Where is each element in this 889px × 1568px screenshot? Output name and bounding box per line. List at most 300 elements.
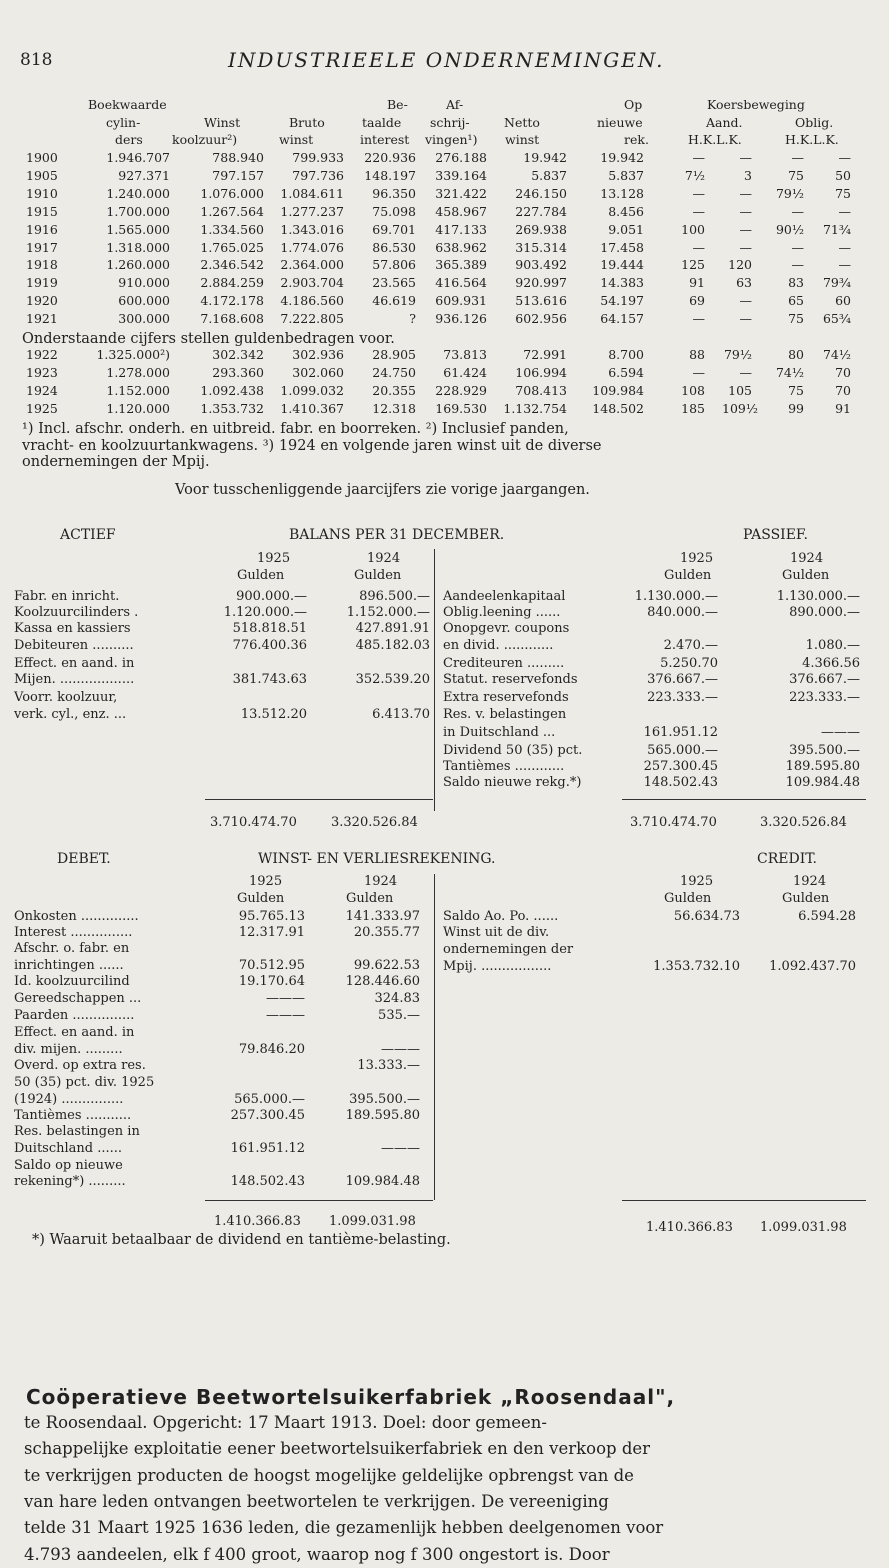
liability-value-1925: 565.000.— [647,743,718,758]
debit-label: Res. belastingen in [14,1124,140,1139]
table-cell: 2.884.259 [200,275,264,291]
debit-value-1924: 13.333.— [357,1058,420,1073]
year-cell: 1923 [26,364,58,380]
table-cell: 269.938 [515,221,567,237]
table-cell: 69.701 [372,221,416,237]
liability-label: Crediteuren ......... [443,656,565,671]
table-cell: 9.051 [608,221,644,237]
debit-label: rekening*) ......... [14,1174,126,1189]
table-cell: 708.413 [515,382,567,398]
table-cell: 24.750 [372,364,416,380]
table-cell: 2.346.542 [200,257,264,273]
page-number: 818 [20,50,53,70]
debit-value-1925: 161.951.12 [230,1141,305,1156]
table-cell: 321.422 [435,185,487,201]
column-header: Af- [446,97,464,112]
debit-value-1925: 70.512.95 [238,958,305,973]
year-header: 1924 [790,551,824,566]
table-cell: 7½ [684,167,705,183]
debit-label: Gereedschappen ... [14,991,142,1006]
unit-header: Gulden [354,568,402,583]
column-header: cylin- [106,115,141,130]
column-header: Op [624,97,643,112]
liability-value-1924: 1.130.000.— [776,589,860,604]
table-cell: 7.168.608 [200,311,264,327]
section-title: BALANS PER 31 DECEMBER. [289,527,505,543]
table-cell: 105 [728,382,752,398]
table-cell: 75 [835,185,851,201]
table-cell: 910.000 [118,275,170,291]
liability-value-1924: 1.080.— [805,638,860,653]
pl-total: 1.410.366.83 [646,1220,733,1235]
table-cell: 14.383 [600,275,644,291]
table-cell: 96.350 [372,185,416,201]
liability-label: Dividend 50 (35) pct. [443,743,583,758]
table-cell: 69 [689,293,705,309]
table-cell: 75 [788,167,804,183]
unit-header: Gulden [664,568,712,583]
table-cell: 46.619 [372,293,416,309]
table-cell: 64.157 [600,311,644,327]
table-cell: 228.929 [435,382,487,398]
table-cell: 83 [788,275,804,291]
table-cell: 1.343.016 [280,221,344,237]
table-cell: 13.128 [600,185,644,201]
table-cell: 73.813 [443,347,487,362]
unit-header: Gulden [237,891,285,906]
liability-value-1924: 189.595.80 [785,759,860,774]
asset-value-1925: 1.120.000.— [223,605,307,620]
table-cell: 57.806 [372,257,416,273]
table-cell: — [791,257,804,273]
table-cell: 227.784 [515,203,567,219]
balance-total: 3.710.474.70 [210,815,297,830]
table-cell: 1.700.000 [106,203,170,219]
asset-value-1925: 776.400.36 [232,638,307,653]
company-text-line: te verkrijgen producten de hoogst mogelijke geldelijke opbrengst van de [24,1465,634,1485]
asset-value-1924: 896.500.— [359,589,430,604]
table-cell: 602.956 [515,311,567,327]
total-rule [622,799,866,800]
column-header: Boekwaarde [88,97,167,112]
balance-total: 3.710.474.70 [630,815,717,830]
balance-total: 3.320.526.84 [760,815,847,830]
year-cell: 1919 [26,275,58,291]
table-cell: 19.942 [523,150,567,165]
table-cell: 609.931 [435,293,487,309]
liability-value-1924: 109.984.48 [785,775,860,790]
table-cell: 1.318.000 [106,239,170,255]
table-cell: 1.410.367 [280,400,344,416]
total-rule [622,1200,866,1201]
credit-label: Mpij. ................. [443,959,552,974]
table-cell: 61.424 [443,364,487,380]
table-cell: 65 [788,293,804,309]
column-header: Aand. [706,115,743,130]
table-cell: 5.837 [608,167,644,183]
table-cell: 220.936 [364,150,416,165]
running-title: INDUSTRIEELE ONDERNEMINGEN. [228,48,665,72]
table-note: Voor tusschenliggende jaarcijfers zie vorige jaargangen. [175,482,590,498]
table-cell: 276.188 [435,150,487,165]
table-cell: 1.946.707 [106,150,170,165]
credit-value-1924: 1.092.437.70 [769,959,856,974]
table-cell: 12.318 [372,400,416,416]
table-cell: 1.152.000 [106,382,170,398]
table-cell: 28.905 [372,347,416,362]
column-header: Koersbeweging [707,97,805,112]
debit-label: Onkosten .............. [14,909,139,924]
liability-value-1924: 890.000.— [789,605,860,620]
table-cell: 80 [788,347,804,362]
table-footnote: ¹) Incl. afschr. onderh. en uitbreid. fabr. en boorreken. ²) Inclusief panden, [22,421,569,437]
pl-total: 1.099.031.98 [760,1220,847,1235]
year-cell: 1917 [26,239,58,255]
year-header: 1924 [364,874,398,889]
column-header: vingen¹) [425,132,478,147]
column-header: Bruto [289,115,325,130]
table-cell: 19.942 [600,150,644,165]
asset-value-1924: 427.891.91 [355,621,430,636]
table-cell: 74½ [775,364,804,380]
table-cell: 169.530 [435,400,487,416]
debit-value-1925: ——— [266,1008,305,1023]
asset-label: verk. cyl., enz. ... [14,707,127,722]
table-cell: 70 [835,382,851,398]
debit-value-1924: 535.— [378,1008,420,1023]
table-cell: 339.164 [435,167,487,183]
debit-value-1925: 19.170.64 [238,974,305,989]
column-header: Netto [504,115,540,130]
liability-label: Oblig.leening ...... [443,605,561,620]
table-cell: 148.502 [592,400,644,416]
year-header: 1925 [257,551,291,566]
table-cell: 302.936 [292,347,344,362]
column-header: winst [505,132,540,147]
credit-label: Winst uit de div. [443,925,550,940]
table-cell: 108 [681,382,705,398]
unit-header: Gulden [346,891,394,906]
asset-label: Voorr. koolzuur, [14,690,118,705]
liability-value-1924: 395.500.— [789,743,860,758]
year-header: 1924 [793,874,827,889]
liability-value-1925: 2.470.— [663,638,718,653]
asset-value-1925: 381.743.63 [232,672,307,687]
column-header: H.K.L.K. [785,132,839,147]
table-cell: 91 [689,275,705,291]
table-cell: 109.984 [592,382,644,398]
table-cell: 60 [835,293,851,309]
table-cell: — [692,311,705,327]
debit-label: inrichtingen ...... [14,958,124,973]
unit-header: Gulden [782,891,830,906]
column-header: taalde [362,115,402,130]
table-cell: 88 [689,347,705,362]
total-rule [205,799,433,800]
table-cell: — [739,203,752,219]
table-footnote: vracht- en koolzuurtankwagens. ³) 1924 en volgende jaren winst uit de diverse [22,437,602,454]
table-cell: 1.267.564 [200,203,264,219]
asset-value-1924: 352.539.20 [355,672,430,687]
credit-label: Saldo Ao. Po. ...... [443,909,559,924]
table-cell: — [791,239,804,255]
table-cell: ? [409,311,416,327]
asset-value-1925: 518.818.51 [232,621,307,636]
table-cell: — [791,150,804,165]
pl-total: 1.099.031.98 [329,1214,416,1229]
table-cell: 6.594 [608,364,644,380]
table-cell: — [838,239,851,255]
year-header: 1925 [680,551,714,566]
table-cell: — [739,150,752,165]
debit-value-1924: 324.83 [374,991,420,1006]
credit-value-1924: 6.594.28 [798,909,856,924]
year-header: 1925 [249,874,283,889]
debit-value-1925: 79.846.20 [238,1042,305,1057]
asset-label: Fabr. en inricht. [14,589,120,604]
table-cell: 638.962 [435,239,487,255]
table-cell: 63 [736,275,752,291]
asset-label: Effect. en aand. in [14,656,135,671]
table-cell: 185 [681,400,705,416]
debit-label: Afschr. o. fabr. en [14,941,130,956]
table-cell: 17.458 [600,239,644,255]
table-cell: — [838,257,851,273]
column-header: koolzuur²) [172,132,238,147]
asset-value-1925: 13.512.20 [240,707,307,722]
table-cell: 920.997 [515,275,567,291]
table-cell: 20.355 [372,382,416,398]
table-cell: 79¾ [822,275,851,291]
column-header: Be- [387,97,408,112]
section-title: CREDIT. [757,851,817,867]
table-cell: 75.098 [372,203,416,219]
company-text-line: telde 31 Maart 1925 1636 leden, die gezamenlijk hebben deelgenomen voor [24,1518,664,1538]
column-divider [434,549,435,811]
table-cell: 91 [835,400,851,416]
table-cell: 903.492 [515,257,567,273]
table-cell: — [739,364,752,380]
debit-label: 50 (35) pct. div. 1925 [14,1075,155,1090]
debit-value-1924: 189.595.80 [345,1108,420,1123]
table-cell: 1.240.000 [106,185,170,201]
table-cell: 72.991 [523,347,567,362]
debit-label: Tantièmes ........... [14,1108,132,1123]
debit-value-1925: ——— [266,991,305,1006]
liability-label: Extra reservefonds [443,690,569,705]
table-cell: 5.837 [531,167,567,183]
table-cell: 74½ [822,347,851,362]
liability-value-1925: 376.667.— [647,672,718,687]
table-cell: 365.389 [435,257,487,273]
table-cell: 1.565.000 [106,221,170,237]
liability-label: Onopgevr. coupons [443,621,570,636]
section-title: ACTIEF [60,527,116,543]
year-cell: 1905 [26,167,58,183]
year-header: 1925 [680,874,714,889]
debit-label: Interest ............... [14,925,133,940]
unit-header: Gulden [664,891,712,906]
table-footnote: ondernemingen der Mpij. [22,454,210,470]
table-cell: 71¾ [822,221,851,237]
table-cell: — [739,239,752,255]
table-cell: 927.371 [118,167,170,183]
table-cell: 8.700 [608,347,644,362]
debit-value-1924: 128.446.60 [345,974,420,989]
table-cell: 2.364.000 [280,257,344,273]
table-cell: 4.186.560 [280,293,344,309]
liability-value-1924: 223.333.— [789,690,860,705]
year-cell: 1915 [26,203,58,219]
year-cell: 1900 [26,150,58,165]
table-cell: 1.120.000 [106,400,170,416]
table-cell: — [692,150,705,165]
debit-value-1925: 95.765.13 [238,909,305,924]
asset-label: Debiteuren .......... [14,638,134,653]
table-cell: 4.172.178 [200,293,264,309]
table-cell: 106.994 [515,364,567,380]
year-cell: 1918 [26,257,58,273]
liability-value-1925: 1.130.000.— [634,589,718,604]
debit-value-1925: 12.317.91 [238,925,305,940]
table-cell: 23.565 [372,275,416,291]
column-header: Oblig. [795,115,834,130]
table-cell: 120 [728,257,752,273]
asset-label: Koolzuurcilinders . [14,605,139,620]
liability-label: Tantièmes ............ [443,759,565,774]
table-cell: — [739,221,752,237]
year-cell: 1921 [26,311,58,327]
liability-label: Statut. reservefonds [443,672,578,687]
total-rule [205,1200,433,1201]
section-title: DEBET. [57,851,111,867]
unit-header: Gulden [782,568,830,583]
liability-label: in Duitschland ... [443,725,556,740]
debit-label: Effect. en aand. in [14,1025,135,1040]
table-cell: — [692,185,705,201]
table-cell: 65¾ [822,311,851,327]
debit-label: Id. koolzuurcilind [14,974,130,989]
table-cell: 50 [835,167,851,183]
year-cell: 1924 [26,382,58,398]
asset-value-1925: 900.000.— [236,589,307,604]
table-cell: 1.765.025 [200,239,264,255]
table-cell: 125 [681,257,705,273]
table-cell: 300.000 [118,311,170,327]
table-cell: 3 [744,167,752,183]
liability-value-1925: 840.000.— [647,605,718,620]
debit-value-1925: 148.502.43 [230,1174,305,1189]
debit-label: (1924) ............... [14,1092,124,1107]
section-title: PASSIEF. [743,527,808,543]
debit-value-1924: ——— [381,1042,420,1057]
table-cell: 1.092.438 [200,382,264,398]
column-header: ders [115,132,143,147]
table-cell: 79½ [723,347,752,362]
table-cell: 79½ [775,185,804,201]
table-cell: 75 [788,311,804,327]
debit-value-1924: 109.984.48 [345,1174,420,1189]
table-cell: — [692,364,705,380]
credit-value-1925: 1.353.732.10 [653,959,740,974]
table-cell: — [838,150,851,165]
table-cell: 148.197 [364,167,416,183]
table-cell: 2.903.704 [280,275,344,291]
table-cell: 1.277.237 [280,203,344,219]
credit-label: ondernemingen der [443,942,574,957]
debit-label: Saldo op nieuwe [14,1158,123,1173]
table-cell: 1.334.560 [200,221,264,237]
asset-label: Kassa en kassiers [14,621,131,636]
debit-label: div. mijen. ......... [14,1042,123,1057]
debit-value-1924: 141.333.97 [345,909,420,924]
company-text-line: van hare leden ontvangen beetwortelen te verkrijgen. De vereeniging [24,1491,609,1511]
debit-value-1924: 395.500.— [349,1092,420,1107]
liability-label: Aandeelenkapitaal [443,589,566,604]
table-cell: 1.774.076 [280,239,344,255]
year-header: 1924 [367,551,401,566]
asset-value-1924: 6.413.70 [372,707,430,722]
debit-value-1924: ——— [381,1141,420,1156]
liability-label: en divid. ............ [443,638,554,653]
column-header: nieuwe [597,115,643,130]
table-cell: 302.060 [292,364,344,380]
table-cell: 100 [681,221,705,237]
table-cell: 799.933 [292,150,344,165]
table-cell: — [739,293,752,309]
section-title: WINST- EN VERLIESREKENING. [258,851,496,867]
liability-value-1925: 148.502.43 [643,775,718,790]
table-cell: 416.564 [435,275,487,291]
asset-label: Mijen. .................. [14,672,135,687]
liability-value-1925: 223.333.— [647,690,718,705]
table-cell: 75 [788,382,804,398]
table-cell: — [692,203,705,219]
table-cell: 109½ [722,400,758,416]
liability-value-1924: ——— [821,725,860,740]
table-cell: 936.126 [435,311,487,327]
table-cell: 1.084.611 [280,185,344,201]
unit-header: Gulden [237,568,285,583]
liability-value-1924: 4.366.56 [802,656,860,671]
table-cell: 797.157 [212,167,264,183]
table-cell: — [739,311,752,327]
column-header: interest [360,132,410,147]
table-cell: 513.616 [515,293,567,309]
year-cell: 1916 [26,221,58,237]
table-cell: 86.530 [372,239,416,255]
table-cell: 458.967 [435,203,487,219]
table-cell: 293.360 [212,364,264,380]
year-cell: 1910 [26,185,58,201]
debit-value-1925: 565.000.— [234,1092,305,1107]
table-cell: 417.133 [435,221,487,237]
table-cell: 315.314 [515,239,567,255]
year-cell: 1920 [26,293,58,309]
table-cell: 302.342 [212,347,264,362]
debit-label: Duitschland ...... [14,1141,123,1156]
liability-label: Res. v. belastingen [443,707,567,722]
liability-label: Saldo nieuwe rekg.*) [443,775,582,790]
table-cell: 19.444 [600,257,644,273]
column-header: H.K.L.K. [688,132,742,147]
debit-value-1925: 257.300.45 [230,1108,305,1123]
table-cell: 70 [835,364,851,380]
table-subheading: Onderstaande cijfers stellen guldenbedragen voor. [22,331,395,347]
table-cell: 7.222.805 [280,311,344,327]
debit-value-1924: 20.355.77 [353,925,420,940]
company-text-line: te Roosendaal. Opgericht: 17 Maart 1913. Doel: door gemeen- [24,1413,548,1432]
